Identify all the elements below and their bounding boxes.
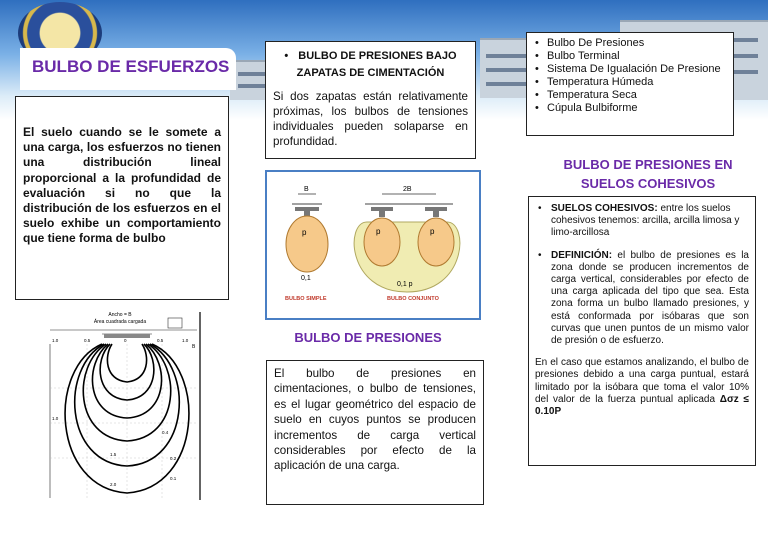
label-p-joint-left: p <box>376 227 381 236</box>
list-item: • Bulbo De Presiones <box>547 37 723 50</box>
chart-top-label-1: Ancho = B <box>108 312 132 318</box>
list-item: • Bulbo Terminal <box>547 50 723 63</box>
title-tab <box>20 48 236 90</box>
list-item: • Cúpula Bulbiforme <box>547 102 723 115</box>
cohesivos-box <box>528 196 756 466</box>
suelos-cohesivos-text: entre los suelos cohesivos tenemos: arcilla, arcilla limosa y limo-arcillosa <box>551 203 740 239</box>
label-01: 0,1 <box>301 275 311 282</box>
caption-bulbo-conjunto: BULBO CONJUNTO <box>387 296 439 302</box>
zapatas-box <box>265 41 476 159</box>
chart-top-label-2: Área cuadrada cargada <box>93 319 147 325</box>
chart-tick-top-3: 0.5 <box>157 338 164 343</box>
zapatas-heading: • BULBO DE PRESIONES BAJO ZAPATAS DE CIMENTACIÓN <box>273 48 468 82</box>
list-item: • Temperatura Húmeda <box>547 76 723 89</box>
chart-tick-left-1: 1.5 <box>110 452 117 457</box>
list-item-suelos-cohesivos <box>535 203 749 240</box>
page-title: BULBO DE ESFUERZOS <box>32 57 230 76</box>
chart-tick-top-2: 0 <box>124 338 127 343</box>
label-B: B <box>304 186 309 193</box>
bulb-simple <box>286 216 328 272</box>
label-01p: 0,1 p <box>397 281 413 288</box>
section-title-presiones: BULBO DE PRESIONES <box>294 330 442 345</box>
chart-axis-b: B <box>192 344 196 350</box>
bulbo-figure-svg <box>267 172 479 318</box>
bulbo-figure <box>265 170 481 320</box>
bulbo-list <box>547 37 723 115</box>
list-item: • Temperatura Seca <box>547 89 723 102</box>
presiones-box <box>266 360 484 505</box>
intro-box <box>15 96 229 300</box>
cohesivos-paragraph <box>535 357 749 418</box>
caption-bulbo-simple: BULBO SIMPLE <box>285 296 327 302</box>
chart-tick-left-0: 1.0 <box>52 416 59 421</box>
cohesivos-paragraph-text: En el caso que estamos analizando, el bulbo de presiones debido a una carga puntual, estará limitado por la isóbara que toma el valor 10% del valor de la fuerza puntual aplicada <box>535 357 749 405</box>
chart-tick-top-1: 0.5 <box>84 338 91 343</box>
chart-curve-label-0: 0.1 <box>170 476 177 481</box>
label-p-simple: p <box>302 228 307 237</box>
label-2B: 2B <box>403 186 412 193</box>
chart-curve-label-2: 0.4 <box>162 430 169 435</box>
bulbo-list-box <box>526 32 734 136</box>
label-p-joint-right: p <box>430 227 435 236</box>
chart-tick-top-4: 1.0 <box>182 338 189 343</box>
bulb-joint-right <box>418 218 454 266</box>
definicion-label: DEFINICIÓN: <box>551 249 613 261</box>
intro-text: El suelo cuando se le somete a una carga, los esfuerzos no tienen una distribución lineal proporcional a la profundidad de evaluación si no que la distribución de los esfuerzos en el suelo exhibe un comportamiento que tiene forma de bulbo <box>23 125 221 246</box>
presiones-text: El bulbo de presiones en cimentaciones, o bulbo de tensiones, es el lugar geométrico del espacio de suelo en cuyos puntos se producen incrementos de carga vertical considerables por efecto de la aplicación de una carga. <box>274 367 476 473</box>
list-item: • Sistema De Igualación De Presione <box>547 63 723 76</box>
section-title-cohesivos: BULBO DE PRESIONES EN SUELOS COHESIVOS <box>563 157 733 191</box>
definicion-text: el bulbo de presiones es la zona donde se producen incrementos de carga vertical, considerables por efecto de una carga aplicada del tipo que sea. Esta zona forma un bulbo llamado presiones, y está conformada por isóbaras que son curvas que unen puntos de un mismo valor de presión o de esfuerzo. <box>551 249 749 347</box>
suelos-cohesivos-label: SUELOS COHESIVOS: <box>551 203 658 214</box>
chart-curve-label-1: 0.2 <box>170 456 177 461</box>
chart-tick-top-0: 1.0 <box>52 338 59 343</box>
chart-tick-left-2: 2.0 <box>110 482 117 487</box>
list-item-definicion <box>535 250 749 348</box>
formula-text: Δσz ≤ 0.10P <box>535 393 749 418</box>
bulb-joint-left <box>364 218 400 266</box>
zapatas-text: Si dos zapatas están relativamente próximas, los bulbos de tensiones individuales pueden solaparse en profundidad. <box>273 90 468 148</box>
isobar-chart <box>42 308 212 503</box>
